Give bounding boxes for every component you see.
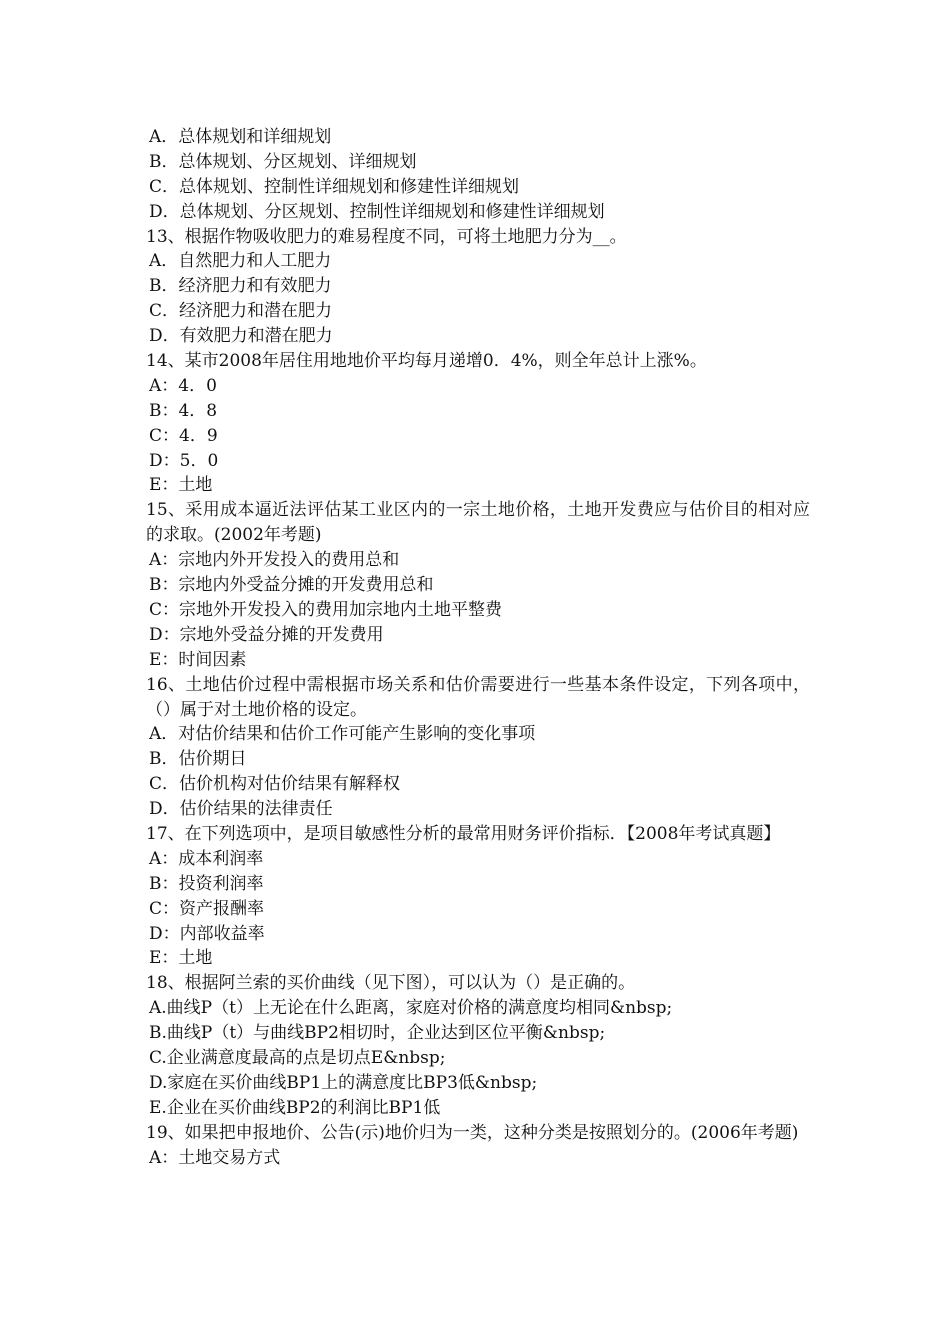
- q17-stem: 17、在下列选项中，是项目敏感性分析的最常用财务评价指标．【2008年考试真题】: [146, 824, 781, 844]
- q16-option-d: D．估价结果的法律责任: [149, 799, 333, 820]
- q14-option-a: A：4．0: [149, 375, 217, 396]
- q12-option-d: D．总体规划、分区规划、控制性详细规划和修建性详细规划: [149, 201, 605, 222]
- q18-option-c: C.企业满意度最高的点是切点E&nbsp;: [149, 1048, 446, 1069]
- q13-stem: 13、根据作物吸收肥力的难易程度不同，可将土地肥力分为__。: [146, 226, 627, 247]
- q17-option-a: A：成本利润率: [149, 848, 264, 869]
- q12-option-b: B．总体规划、分区规划、详细规划: [149, 151, 417, 172]
- q13-option-a: A．自然肥力和人工肥力: [149, 251, 332, 272]
- q17-option-b: B：投资利润率: [149, 873, 264, 894]
- q17-option-e: E：土地: [149, 948, 213, 969]
- q13-option-b: B．经济肥力和有效肥力: [149, 276, 332, 297]
- q16-option-b: B．估价期日: [149, 749, 247, 770]
- q15-option-b: B：宗地内外受益分摊的开发费用总和: [149, 575, 434, 596]
- q12-option-c: C．总体规划、控制性详细规划和修建性详细规划: [149, 176, 520, 197]
- q19-stem: 19、如果把申报地价、公告(示)地价归为一类，这种分类是按照划分的。(2006年考题): [146, 1122, 799, 1143]
- q14-stem: 14、某市2008年居住用地地价平均每月递增0．4%，则全年总计上涨%。: [146, 351, 707, 372]
- q17-option-d: D：内部收益率: [149, 923, 265, 944]
- q13-option-c: C．经济肥力和潜在肥力: [149, 301, 333, 322]
- q15-option-d: D：宗地外受益分摊的开发费用: [149, 624, 384, 645]
- q18-stem: 18、根据阿兰索的买价曲线（见下图），可以认为（）是正确的。: [146, 973, 636, 994]
- q18-option-d: D.家庭在买价曲线BP1上的满意度比BP3低&nbsp;: [149, 1072, 538, 1093]
- q13-option-d: D．有效肥力和潜在肥力: [149, 326, 333, 347]
- q14-option-e: E：土地: [149, 475, 213, 496]
- q15-option-c: C：宗地外开发投入的费用加宗地内土地平整费: [149, 599, 503, 620]
- q16-stem: 16、土地估价过程中需根据市场关系和估价需要进行一些基本条件设定，下列各项中，（）属于对土地价格的设定。: [146, 674, 810, 720]
- q15-option-a: A：宗地内外开发投入的费用总和: [149, 550, 400, 571]
- q18-option-b: B.曲线P（t）与曲线BP2相切时，企业达到区位平衡&nbsp;: [149, 1023, 606, 1044]
- q15-option-e: E：时间因素: [149, 649, 247, 670]
- q14-option-d: D：5．0: [149, 450, 219, 471]
- q14-option-b: B：4．8: [149, 400, 218, 421]
- q17-option-c: C：资产报酬率: [149, 898, 265, 919]
- q18-option-e: E.企业在买价曲线BP2的利润比BP1低: [149, 1097, 441, 1118]
- q19-option-a: A：土地交易方式: [149, 1147, 281, 1168]
- q15-stem: 15、采用成本逼近法评估某工业区内的一宗土地价格，土地开发费应与估价目的相对应的求取。(2002年考题): [146, 500, 810, 546]
- document-body: [146, 125, 810, 1171]
- q16-option-c: C．估价机构对估价结果有解释权: [149, 774, 401, 795]
- q14-option-c: C：4．9: [149, 425, 218, 446]
- q12-option-a: A．总体规划和详细规划: [149, 127, 332, 147]
- q18-option-a: A.曲线P（t）上无论在什么距离，家庭对价格的满意度均相同&nbsp;: [149, 998, 673, 1019]
- q16-option-a: A．对估价结果和估价工作可能产生影响的变化事项: [149, 724, 536, 745]
